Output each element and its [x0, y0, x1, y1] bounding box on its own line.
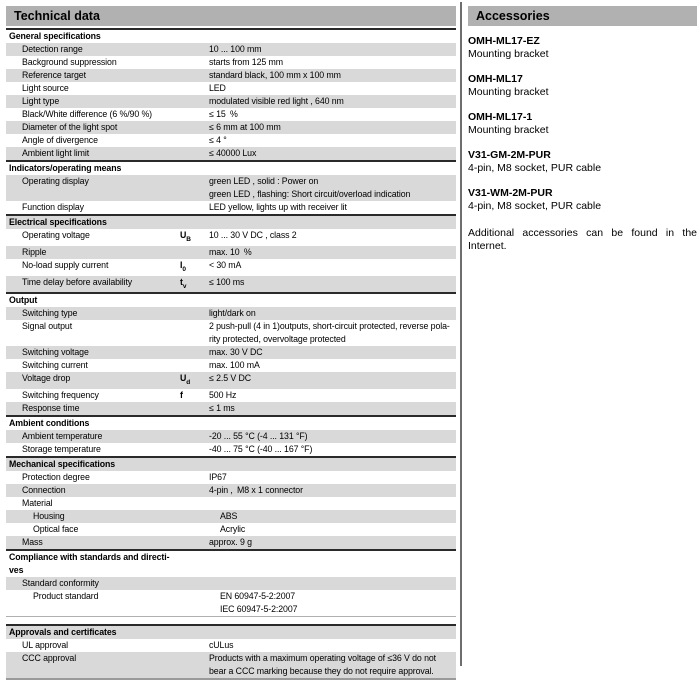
spec-label: Function display	[22, 202, 84, 212]
spec-row	[6, 402, 456, 415]
accessories-list	[468, 35, 697, 213]
spec-label: Ripple	[22, 246, 47, 257]
spec-label: Angle of divergence	[22, 135, 98, 145]
section-title: General specifications	[9, 31, 101, 41]
spec-value: ABS	[220, 511, 238, 521]
spec-label: Detection range	[22, 44, 83, 54]
spec-value: max. 30 V DC	[209, 347, 263, 358]
spec-label: Ambient light limit	[22, 148, 90, 158]
spec-label: UL approval	[22, 640, 69, 650]
spec-label: Light source	[22, 83, 69, 93]
spec-value: 500 Hz	[209, 390, 237, 400]
spec-value: -20 ... 55 °C (-4 ... 131 °F)	[209, 431, 308, 441]
spec-section-row	[6, 549, 456, 577]
accessory-model: V31-GM-2M-PUR	[468, 149, 551, 161]
spec-label: Material	[22, 498, 53, 508]
section-title: Ambient conditions	[9, 418, 90, 428]
spec-value: cULus	[209, 640, 234, 650]
spec-label: Switching current	[22, 360, 88, 371]
spec-section-row	[6, 214, 456, 229]
accessory-description: 4-pin, M8 socket, PUR cable	[468, 200, 602, 212]
accessory-item	[468, 187, 697, 213]
technical-data-title: Technical data	[14, 9, 100, 23]
spec-row	[6, 320, 456, 346]
spec-value: Products with a maximum operating voltage of ≤36 V do not bear a CCC marking because they do not require approval.	[209, 653, 436, 676]
spec-label: Switching voltage	[22, 347, 89, 358]
spec-row	[6, 43, 456, 56]
accessories-header	[468, 6, 697, 26]
spec-value: ≤ 4 °	[209, 135, 227, 145]
technical-data-header	[6, 6, 456, 26]
spec-value: LED	[209, 83, 226, 93]
accessory-description: 4-pin, M8 socket, PUR cable	[468, 162, 602, 174]
spec-row	[6, 536, 456, 549]
spec-section-row	[6, 292, 456, 307]
spec-value: ≤ 2.5 V DC	[209, 373, 251, 384]
spec-value: < 30 mA	[209, 259, 242, 270]
spec-row	[6, 372, 456, 389]
spec-label: Operating display	[22, 176, 89, 186]
spec-label: CCC approval	[22, 653, 77, 663]
spec-section-row	[6, 28, 456, 43]
spec-symbol: f	[180, 390, 183, 400]
spec-section-row	[6, 160, 456, 175]
spec-label: No-load supply current	[22, 259, 109, 270]
spec-label: Light type	[22, 96, 60, 106]
spec-row	[6, 652, 456, 678]
accessories-panel	[468, 6, 697, 253]
spec-value: Acrylic	[220, 524, 246, 534]
technical-data-panel	[6, 6, 456, 680]
spec-label: Connection	[22, 485, 66, 495]
spec-value: LED yellow, lights up with receiver lit	[209, 202, 347, 212]
spec-table-approvals	[6, 624, 456, 680]
spec-section-row	[6, 624, 456, 639]
spec-row	[6, 134, 456, 147]
spec-row	[6, 307, 456, 320]
accessory-model: OMH-ML17-1	[468, 111, 533, 123]
accessory-item	[468, 111, 697, 137]
column-divider	[460, 2, 462, 666]
spec-row	[6, 201, 456, 214]
spec-value: IP67	[209, 472, 227, 482]
spec-value: 4-pin , M8 x 1 connector	[209, 485, 303, 495]
spec-row	[6, 346, 456, 359]
spec-row	[6, 359, 456, 372]
spec-label: Mass	[22, 537, 43, 547]
spec-symbol: $U_d$	[180, 373, 191, 386]
spec-value: EN 60947-5-2:2007 IEC 60947-5-2:2007	[220, 591, 298, 614]
spec-symbol: $t_v$	[180, 276, 187, 290]
spec-row	[6, 229, 456, 246]
spec-row	[6, 639, 456, 652]
spec-row	[6, 484, 456, 497]
spec-label: Standard conformity	[22, 578, 99, 588]
spec-value: standard black, 100 mm x 100 mm	[209, 70, 341, 80]
spec-row	[6, 246, 456, 259]
spec-label: Switching frequency	[22, 390, 99, 400]
spec-symbol: $U_B$	[180, 230, 191, 243]
accessory-model: OMH-ML17-EZ	[468, 35, 540, 47]
spec-row	[6, 389, 456, 402]
spec-value: ≤ 100 ms	[209, 276, 245, 287]
spec-label: Background suppression	[22, 57, 117, 67]
spec-value: ≤ 40000 Lux	[209, 148, 257, 158]
spec-value: max. 100 mA	[209, 360, 260, 371]
spec-label: Time delay before availability	[22, 276, 133, 287]
spec-value: 10 ... 100 mm	[209, 44, 262, 54]
spec-value: modulated visible red light , 640 nm	[209, 96, 344, 106]
spec-row	[6, 82, 456, 95]
spec-label: Ambient temperature	[22, 431, 103, 441]
spec-row	[6, 523, 456, 536]
section-title: Indicators/operating means	[9, 163, 122, 173]
spec-label: Black/White difference (6 %/90 %)	[22, 109, 153, 119]
accessory-item	[468, 35, 697, 61]
section-title: Mechanical specifications	[9, 459, 116, 469]
spec-row	[6, 471, 456, 484]
spec-row	[6, 276, 456, 293]
accessory-description: Mounting bracket	[468, 124, 549, 136]
spec-section-row	[6, 456, 456, 471]
spec-label: Storage temperature	[22, 444, 101, 454]
section-title: Electrical specifications	[9, 217, 107, 227]
spec-row	[6, 510, 456, 523]
spec-row	[6, 590, 456, 616]
spec-label: Protection degree	[22, 472, 90, 482]
spec-row	[6, 175, 456, 201]
spec-value: max. 10 %	[209, 246, 252, 257]
section-title: Compliance with standards and directi- ves	[9, 552, 170, 575]
spec-value: 10 ... 30 V DC , class 2	[209, 230, 297, 240]
spec-value: 2 push-pull (4 in 1)outputs, short-circuit protected, reverse pola- rity protected, overvoltage protected	[209, 321, 450, 345]
spec-row	[6, 121, 456, 134]
spec-value: ≤ 6 mm at 100 mm	[209, 122, 281, 132]
spec-value: light/dark on	[209, 308, 256, 319]
spec-label: Diameter of the light spot	[22, 122, 118, 132]
spec-label: Operating voltage	[22, 230, 90, 240]
spec-value: ≤ 15 %	[209, 109, 238, 119]
spec-row	[6, 497, 456, 510]
spec-value: -40 ... 75 °C (-40 ... 167 °F)	[209, 444, 313, 454]
spec-row	[6, 577, 456, 590]
spec-value: ≤ 1 ms	[209, 403, 235, 413]
spec-label: Reference target	[22, 70, 86, 80]
spec-row	[6, 95, 456, 108]
spec-row	[6, 56, 456, 69]
spec-label: Signal output	[22, 321, 73, 332]
section-title: Approvals and certificates	[9, 627, 117, 637]
spec-label: Product standard	[33, 591, 99, 601]
accessory-model: V31-WM-2M-PUR	[468, 187, 553, 199]
spec-label: Response time	[22, 403, 80, 413]
spec-table-main	[6, 28, 456, 617]
section-title: Output	[9, 295, 38, 306]
accessory-description: Mounting bracket	[468, 48, 549, 60]
spec-label: Voltage drop	[22, 373, 71, 384]
spec-value: green LED , solid : Power on green LED , flashing: Short circuit/overload indication	[209, 176, 411, 199]
spec-row	[6, 430, 456, 443]
spec-section-row	[6, 415, 456, 430]
accessory-item	[468, 73, 697, 99]
accessories-title: Accessories	[476, 9, 550, 23]
spec-row	[6, 259, 456, 276]
spec-row	[6, 443, 456, 456]
spec-value: starts from 125 mm	[209, 57, 283, 67]
accessories-note: Additional accessories can be found in the Internet.	[468, 227, 697, 252]
spec-label: Housing	[33, 511, 65, 521]
spec-row	[6, 108, 456, 121]
spec-row	[6, 69, 456, 82]
accessory-item	[468, 149, 697, 175]
spec-label: Switching type	[22, 308, 78, 319]
spec-row	[6, 147, 456, 160]
accessory-model: OMH-ML17	[468, 73, 523, 85]
spec-label: Optical face	[33, 524, 79, 534]
spec-symbol: $I_0$	[180, 259, 186, 273]
spec-value: approx. 9 g	[209, 537, 252, 547]
accessory-description: Mounting bracket	[468, 86, 549, 98]
